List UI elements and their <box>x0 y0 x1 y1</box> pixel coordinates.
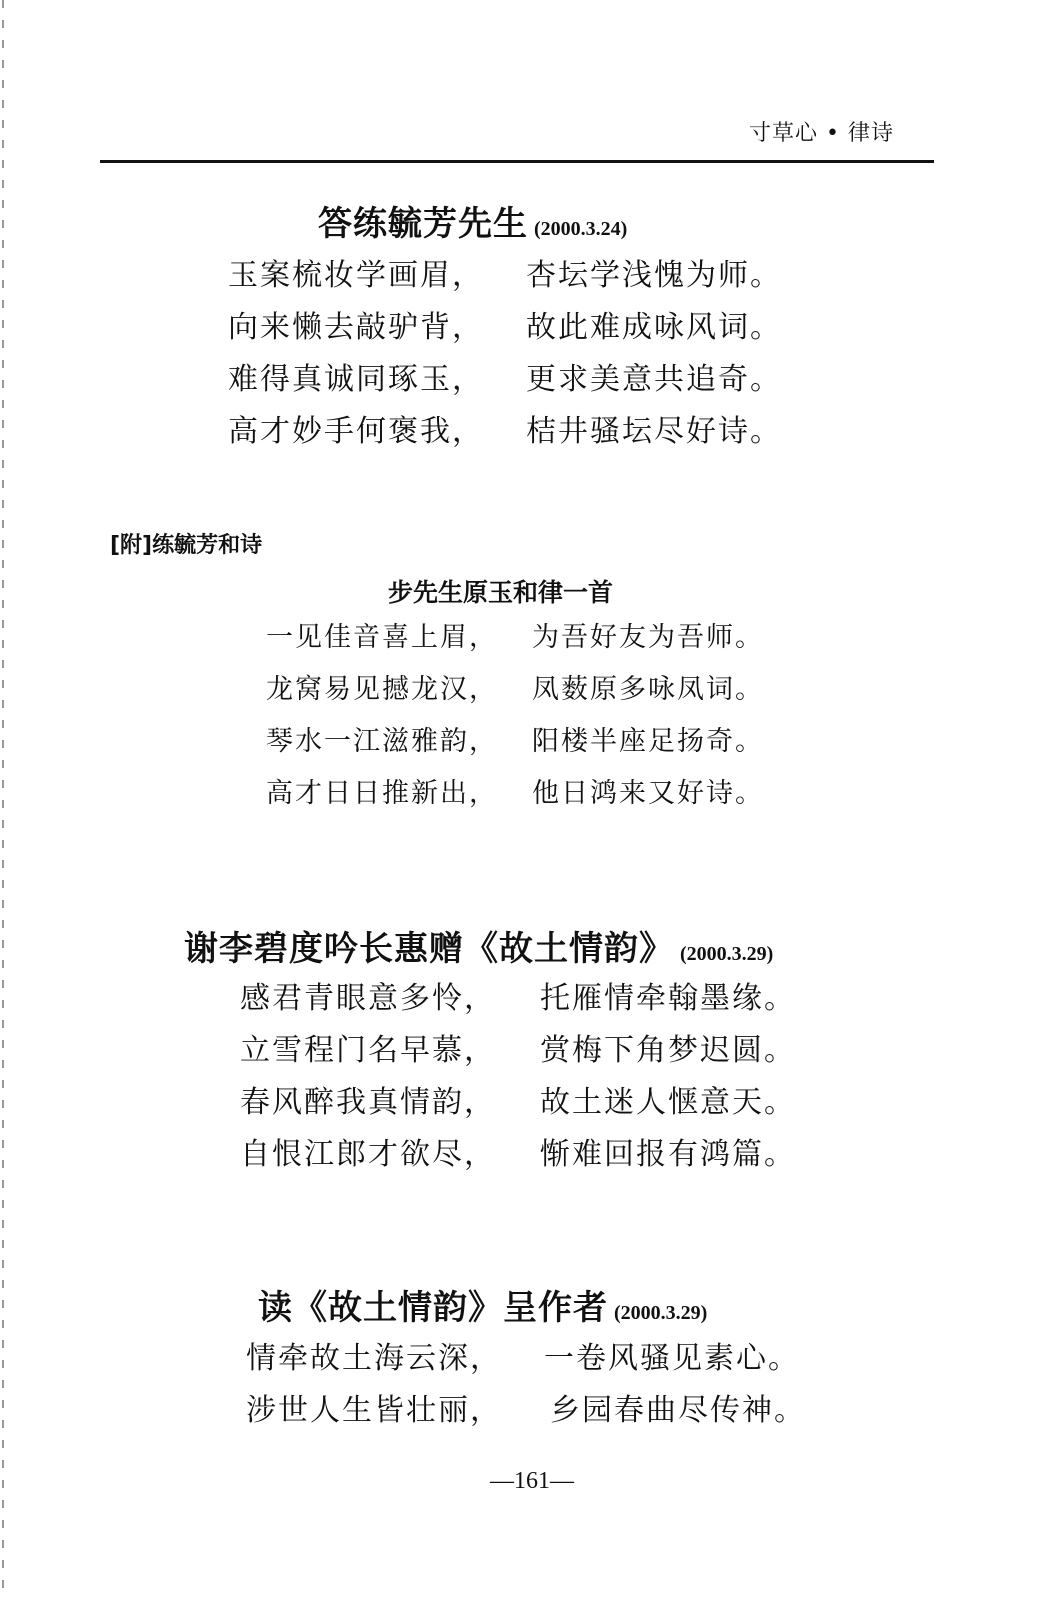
appendix-subtitle: 步先生原玉和律一首 <box>388 578 614 607</box>
poem-3-date: (2000.3.29) <box>614 1302 708 1324</box>
appendix-line-3-a: 琴水一江滋雅韵， <box>266 726 498 757</box>
poem-3-title-row <box>258 1280 707 1329</box>
poem-1-line-2-a: 向来懒去敲驴背， <box>228 310 484 345</box>
poem-2-line-3-b: 故土迷人惬意天。 <box>540 1085 796 1120</box>
poem-2-line-2-b: 赏梅下角梦迟圆。 <box>540 1033 796 1068</box>
appendix-line-1-a: 一见佳音喜上眉， <box>266 622 498 653</box>
poem-1-date: (2000.3.24) <box>534 218 628 240</box>
poem-1-line-4-a: 高才妙手何褒我， <box>228 414 484 449</box>
poem-3-line-1-a: 情牵故土海云深， <box>246 1341 502 1376</box>
poem-1-line-3-a: 难得真诚同琢玉， <box>228 362 484 397</box>
poem-2-title-row <box>184 921 773 970</box>
poem-3-line-1-b: 一卷风骚见素心。 <box>544 1341 800 1376</box>
page-number: —161— <box>490 1468 574 1494</box>
poem-2-line-4-a: 自恨江郎才欲尽， <box>240 1137 496 1172</box>
poem-1-line-2-b: 故此难成咏风词。 <box>526 310 782 345</box>
appendix-label: [附]练毓芳和诗 <box>110 533 263 558</box>
binding-edge <box>2 0 4 1600</box>
poem-1-line-3-b: 更求美意共追奇。 <box>526 362 782 397</box>
poem-1-title-row <box>318 196 627 245</box>
poem-3-line-2-b: 乡园春曲尽传神。 <box>550 1393 806 1428</box>
poem-2-date: (2000.3.29) <box>680 943 774 965</box>
poem-1-line-4-b: 桔井骚坛尽好诗。 <box>526 414 782 449</box>
poem-2-line-1-a: 感君青眼意多怜， <box>240 981 496 1016</box>
running-title: 寸草心 • 律诗 <box>749 121 894 146</box>
appendix-line-2-b: 凤薮原多咏凤词。 <box>532 674 764 705</box>
poem-2-title: 谢李碧度吟长惠赠《故土情韵》 <box>184 929 674 969</box>
poem-1-line-1-a: 玉案梳妆学画眉， <box>228 258 484 293</box>
poem-2-line-1-b: 托雁情牵翰墨缘。 <box>540 981 796 1016</box>
poem-2-line-4-b: 惭难回报有鸿篇。 <box>540 1137 796 1172</box>
poem-3-title: 读《故土情韵》呈作者 <box>258 1288 608 1328</box>
running-header <box>100 112 934 163</box>
appendix-line-4-b: 他日鸿来又好诗。 <box>532 778 764 809</box>
poem-1-line-1-b: 杏坛学浅愧为师。 <box>526 258 782 293</box>
appendix-line-1-b: 为吾好友为吾师。 <box>532 622 764 653</box>
appendix-line-4-a: 高才日日推新出， <box>266 778 498 809</box>
poem-2-line-2-a: 立雪程门名早慕， <box>240 1033 496 1068</box>
appendix-line-2-a: 龙窝易见撼龙汉， <box>266 674 498 705</box>
appendix-line-3-b: 阳楼半座足扬奇。 <box>532 726 764 757</box>
poem-3-line-2-a: 涉世人生皆壮丽， <box>246 1393 502 1428</box>
poem-2-line-3-a: 春风醉我真情韵， <box>240 1085 496 1120</box>
poem-1-title: 答练毓芳先生 <box>318 204 528 244</box>
